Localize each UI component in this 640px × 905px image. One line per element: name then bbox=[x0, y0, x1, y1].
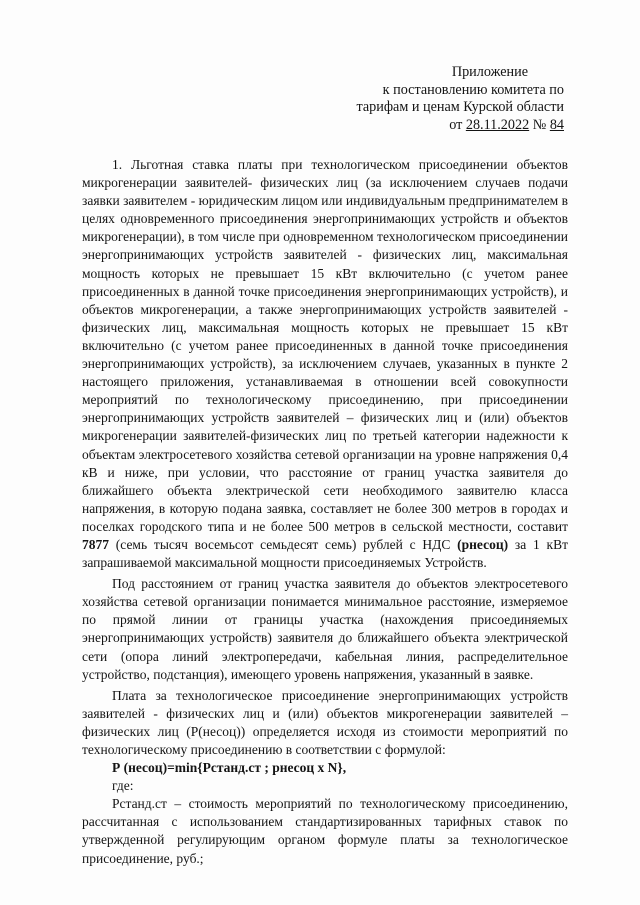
paragraph-1-text-a: 1. Льготная ставка платы при технологическом присоединении объектов микрогенерации заявителей- физических лиц (за исключением случаев подачи заявки заявителем - юридическим лицом или индивидуальным предпринимателем в целях одновременного присоединения энергопринимающих устройств и объектов микрогенерации), в том числе при одновременном технологическом присоединении энергопринимающих устройств заявителей - физических лиц, максимальная мощность которых не превышает 15 кВт включительно (с учетом ранее присоединенных в данной точке присоединения энергопринимающих устройств), и объектов микрогенерации, а также энергопринимающих устройств заявителей - физических лиц, максимальная мощность которых не превышает 15 кВт включительно (с учетом ранее присоединенных в данной точке присоединения энергопринимающих устройств), за исключением случаев, указанных в пункте 2 настоящего приложения, устанавливаемая в отношении всей совокупности мероприятий по технологическому присоединению, при присоединении энергопринимающих устройств заявителей – физических лиц и (или) объектов микрогенерации заявителей-физических лиц по третьей категории надежности к объектам электросетевого хозяйства сетевой организации на уровне напряжения 0,4 кВ и ниже, при условии, что расстояние от границ участка заявителя до ближайшего объекта электрической сети необходимого заявителю класса напряжения, в которую подана заявка, составляет не более 300 метров в городах и поселках городского типа и не более 500 метров в сельской местности, составит bbox=[82, 157, 568, 534]
annex-title: Приложение bbox=[451, 64, 528, 80]
rate-amount: 7877 bbox=[82, 536, 109, 552]
date-prefix: от bbox=[449, 116, 466, 133]
annex-line-2: к постановлению комитета по bbox=[382, 81, 564, 98]
paragraph-1 bbox=[82, 156, 568, 572]
paragraph-3: Плата за технологическое присоединение энергопринимающих устройств заявителей - физических лиц и (или) объектов микрогенерации заявителей – физических лиц (Р(несоц)) определяется исходя из стоимости мероприятий по технологическому присоединению в соответствии с формулой: bbox=[82, 687, 568, 757]
paragraph-1-text-c: за 1 кВт запрашиваемой максимальной мощности присоединяемых Устройств. bbox=[82, 536, 569, 571]
paragraph-2: Под расстоянием от границ участка заявителя до объектов электросетевого хозяйства сетевой организации понимается минимальное расстояние, измеряемое по прямой линии от границы участка (нахождения присоединяемых энергопринимающих устройств) заявителя до ближайшего объекта электрической сети (опора линий электропередачи, кабельная линия, распределительное устройство, подстанция), имеющего уровень напряжения, указанный в заявке. bbox=[82, 576, 568, 682]
rate-symbol: (рнесоц) bbox=[457, 536, 509, 552]
annex-date-line bbox=[304, 117, 564, 135]
paragraph-1-text-b: (семь тысяч восемьсот семьдесят семь) рублей с НДС bbox=[109, 536, 458, 552]
annex-line-3: тарифам и ценам Курской области bbox=[356, 99, 564, 116]
decree-number: 84 bbox=[549, 116, 564, 133]
number-prefix: № bbox=[529, 116, 550, 133]
fee-formula: Р (несоц)=min{Рстанд.ст ; рнесоц x N}, bbox=[112, 760, 347, 776]
annex-header bbox=[304, 64, 564, 134]
formula-where-label: где: bbox=[112, 778, 134, 794]
paragraph-4: Рстанд.ст – стоимость мероприятий по технологическому присоединению, рассчитанная с использованием стандартизированных тарифных ставок по утвержденной регулирующим органом формуле платы за технологическое присоединение, руб.; bbox=[82, 796, 568, 866]
document-body bbox=[82, 156, 568, 868]
decree-date: 28.11.2022 bbox=[465, 116, 530, 133]
